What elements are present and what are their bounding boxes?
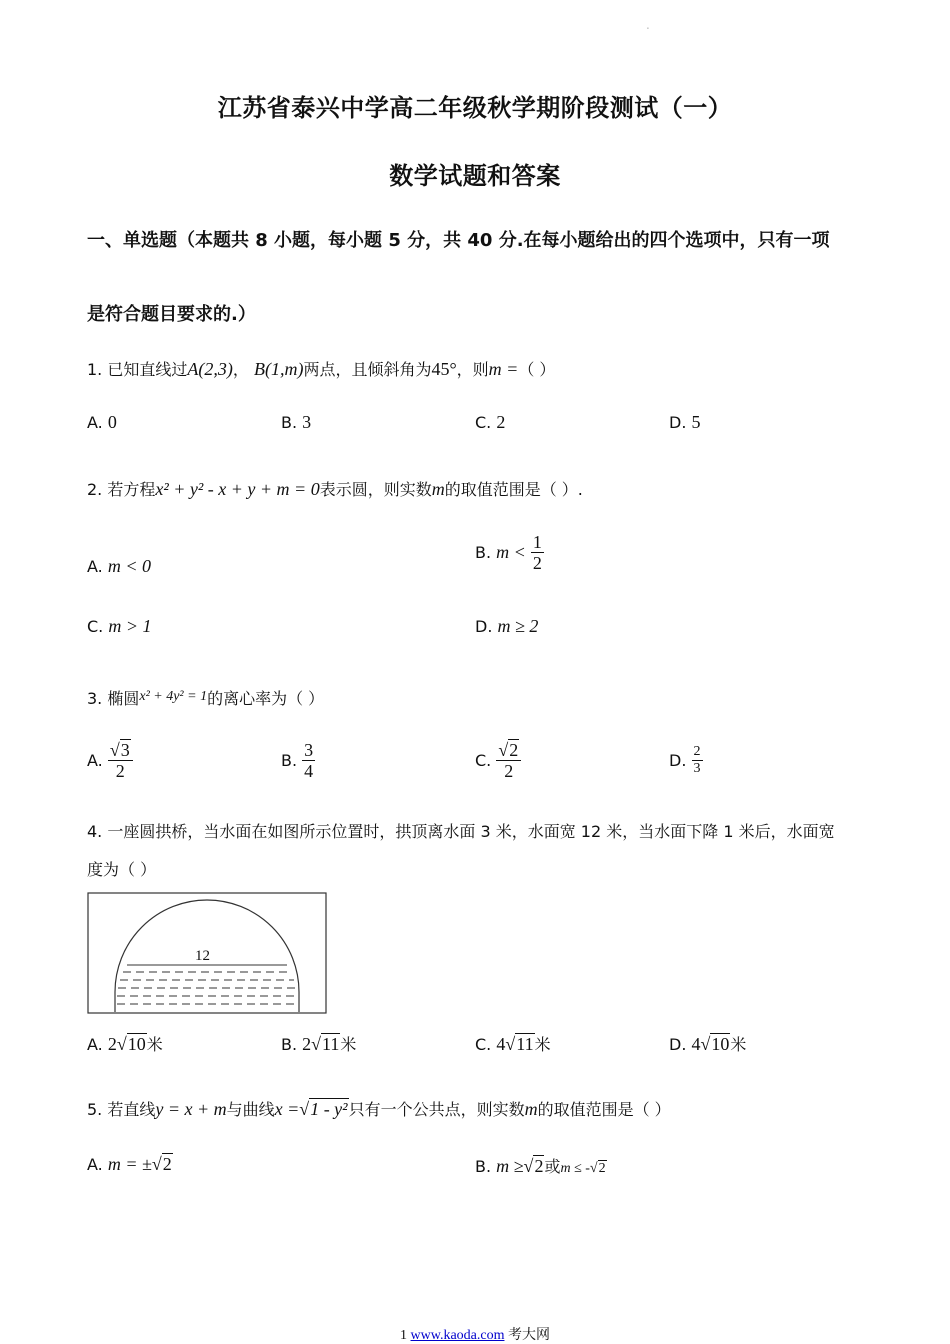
denominator: 4 (304, 761, 314, 781)
q1-option-a (87, 412, 117, 433)
denominator: 2 (532, 553, 542, 573)
document-title: 江苏省泰兴中学高二年级秋学期阶段测试（一） (217, 94, 733, 122)
option-label: D. (669, 751, 687, 770)
q1-var: m = (488, 359, 519, 379)
numerator: √2 (496, 740, 521, 761)
radicand: 2 (598, 1161, 606, 1176)
option-label: D. (669, 1035, 687, 1054)
option-value: m < 0 (107, 556, 151, 576)
sqrt: √2 (589, 1161, 606, 1176)
question-5 (87, 1098, 671, 1121)
q3-option-a (87, 740, 133, 781)
option-label: D. (475, 617, 493, 636)
page-footer (0, 1324, 950, 1344)
option-value: m > 1 (108, 616, 152, 636)
section-heading-line1: 一、单选题（本题共 8 小题，每小题 5 分，共 40 分.在每小题给出的四个选项中，只有一项 (87, 230, 830, 251)
unit: 米 (340, 1035, 357, 1054)
numerator: 3 (304, 740, 314, 760)
q1-paren: （ ） (518, 360, 556, 379)
coefficient: 2 (302, 1034, 312, 1054)
option-value: 5 (691, 412, 701, 432)
option-label: C. (475, 1035, 492, 1054)
option-value: 3 (302, 412, 312, 432)
q3-tail: 的离心率为（ ） (207, 689, 325, 708)
option-label: B. (475, 1157, 492, 1176)
q1-point-a: A(2,3) (187, 359, 233, 379)
radicand: 11 (322, 1034, 340, 1054)
q5-tail2: 的取值范围是（ ） (537, 1100, 671, 1119)
question-2 (87, 478, 583, 501)
denominator: 2 (115, 761, 125, 781)
q3-option-c (475, 740, 521, 781)
option-value: 4√10 (691, 1034, 730, 1054)
fraction (692, 744, 703, 777)
numerator: √3 (108, 740, 133, 761)
option-label: A. (87, 751, 103, 770)
document-subtitle: 数学试题和答案 (389, 162, 561, 190)
radicand: 1 - y² (310, 1099, 348, 1119)
q4-option-c (475, 1032, 551, 1055)
q5-option-b (475, 1154, 607, 1177)
option-value: 0 (107, 412, 117, 432)
radicand: 3 (120, 740, 130, 760)
sqrt: √2 (523, 1156, 544, 1176)
q2-option-c (87, 616, 152, 637)
option-label: B. (475, 543, 492, 562)
q1-angle: 45° (431, 359, 457, 379)
radicand: 11 (516, 1034, 534, 1054)
radicand: 10 (127, 1034, 146, 1054)
radicand: 2 (509, 740, 519, 760)
coefficient: 4 (691, 1034, 701, 1054)
footer-link[interactable]: www.kaoda.com (410, 1328, 505, 1343)
q5-mid: 与曲线 (226, 1100, 275, 1119)
coefficient: 2 (107, 1034, 117, 1054)
option-value: m ≥ 2 (497, 616, 539, 636)
option-value: 2 (496, 412, 506, 432)
water-hatching (117, 972, 297, 1004)
option-label: A. (87, 1155, 103, 1174)
arch-bridge-figure (87, 892, 327, 1014)
option-label: C. (475, 413, 492, 432)
radicand: 10 (711, 1034, 730, 1054)
q1-tail: ，则 (456, 360, 489, 379)
footer-site-name: 考大网 (507, 1328, 550, 1343)
q2-option-d (475, 616, 538, 637)
q3-option-d (669, 744, 703, 777)
q5-tail1: 只有一个公共点，则实数 (348, 1100, 525, 1119)
q2-tail: 的取值范围是（ ）. (444, 480, 583, 499)
option-label: C. (87, 617, 104, 636)
figure-width-label: 12 (195, 948, 210, 964)
q5-option-a (87, 1154, 173, 1175)
q1-option-b (281, 412, 311, 433)
q1-prefix: 1. 已知直线过 (87, 360, 188, 379)
q5-var: m (524, 1099, 538, 1119)
q1-option-c (475, 412, 505, 433)
fraction (531, 532, 544, 573)
radicand: 2 (534, 1156, 544, 1176)
q2-prefix: 2. 若方程 (87, 480, 156, 499)
unit: 米 (534, 1035, 551, 1054)
option-label: A. (87, 413, 103, 432)
section-heading-line2: 是符合题目要求的.） (87, 304, 256, 325)
option-label: B. (281, 413, 298, 432)
q5-prefix: 5. 若直线 (87, 1100, 156, 1119)
option-value: 2√11 (302, 1034, 340, 1054)
q4-option-b (281, 1032, 356, 1055)
q5-curve-sqrt: √1 - y² (299, 1099, 348, 1119)
denominator: 2 (504, 761, 514, 781)
numerator: 1 (532, 532, 542, 552)
or-text: 或 (544, 1157, 561, 1176)
fraction (496, 740, 521, 781)
q3-equation: x² + 4y² = 1 (139, 689, 208, 704)
option-value: m < (496, 542, 526, 562)
option-label: B. (281, 1035, 298, 1054)
page-number: 1 (400, 1328, 408, 1343)
q2-option-a (87, 556, 151, 577)
question-4-line1: 4. 一座圆拱桥，当水面在如图所示位置时，拱顶离水面 3 米，水面宽 12 米，当水面下降 1 米后，水面宽 (87, 822, 835, 841)
option-value: 2√10 (107, 1034, 146, 1054)
option-value-2: m ≤ - (560, 1161, 590, 1176)
option-label: C. (475, 751, 492, 770)
q2-mid: 表示圆，则实数 (319, 480, 432, 499)
option-value: m = ± (107, 1154, 152, 1174)
q1-comma: ， (232, 360, 249, 379)
q3-prefix: 3. 椭圆 (87, 689, 140, 708)
question-3 (87, 686, 324, 710)
option-label: B. (281, 751, 298, 770)
coefficient: 4 (496, 1034, 506, 1054)
q4-option-d (669, 1032, 746, 1055)
unit: 米 (730, 1035, 747, 1054)
unit: 米 (146, 1035, 163, 1054)
option-label: A. (87, 1035, 103, 1054)
numerator: 2 (693, 744, 701, 759)
q5-line-eq: y = x + m (155, 1099, 227, 1119)
q5-curve-lhs: x = (274, 1099, 300, 1119)
option-label: A. (87, 557, 103, 576)
question-4-line2: 度为（ ） (87, 860, 157, 879)
q2-option-b (475, 532, 544, 573)
radicand: 2 (162, 1154, 172, 1174)
q3-option-b (281, 740, 315, 781)
sqrt: √2 (151, 1154, 172, 1174)
option-value: m ≥ (496, 1156, 524, 1176)
q2-equation: x² + y² - x + y + m = 0 (155, 479, 320, 499)
question-1 (87, 358, 555, 381)
header-dot: . (646, 18, 650, 32)
option-value: 4√11 (496, 1034, 534, 1054)
q2-var: m (431, 479, 445, 499)
q1-mid: 两点，且倾斜角为 (303, 360, 432, 379)
q1-option-d (669, 412, 701, 433)
fraction (108, 740, 133, 781)
q1-point-b: B(1,m) (253, 359, 304, 379)
denominator: 3 (693, 761, 701, 776)
q4-option-a (87, 1032, 163, 1055)
fraction (302, 740, 315, 781)
option-label: D. (669, 413, 687, 432)
